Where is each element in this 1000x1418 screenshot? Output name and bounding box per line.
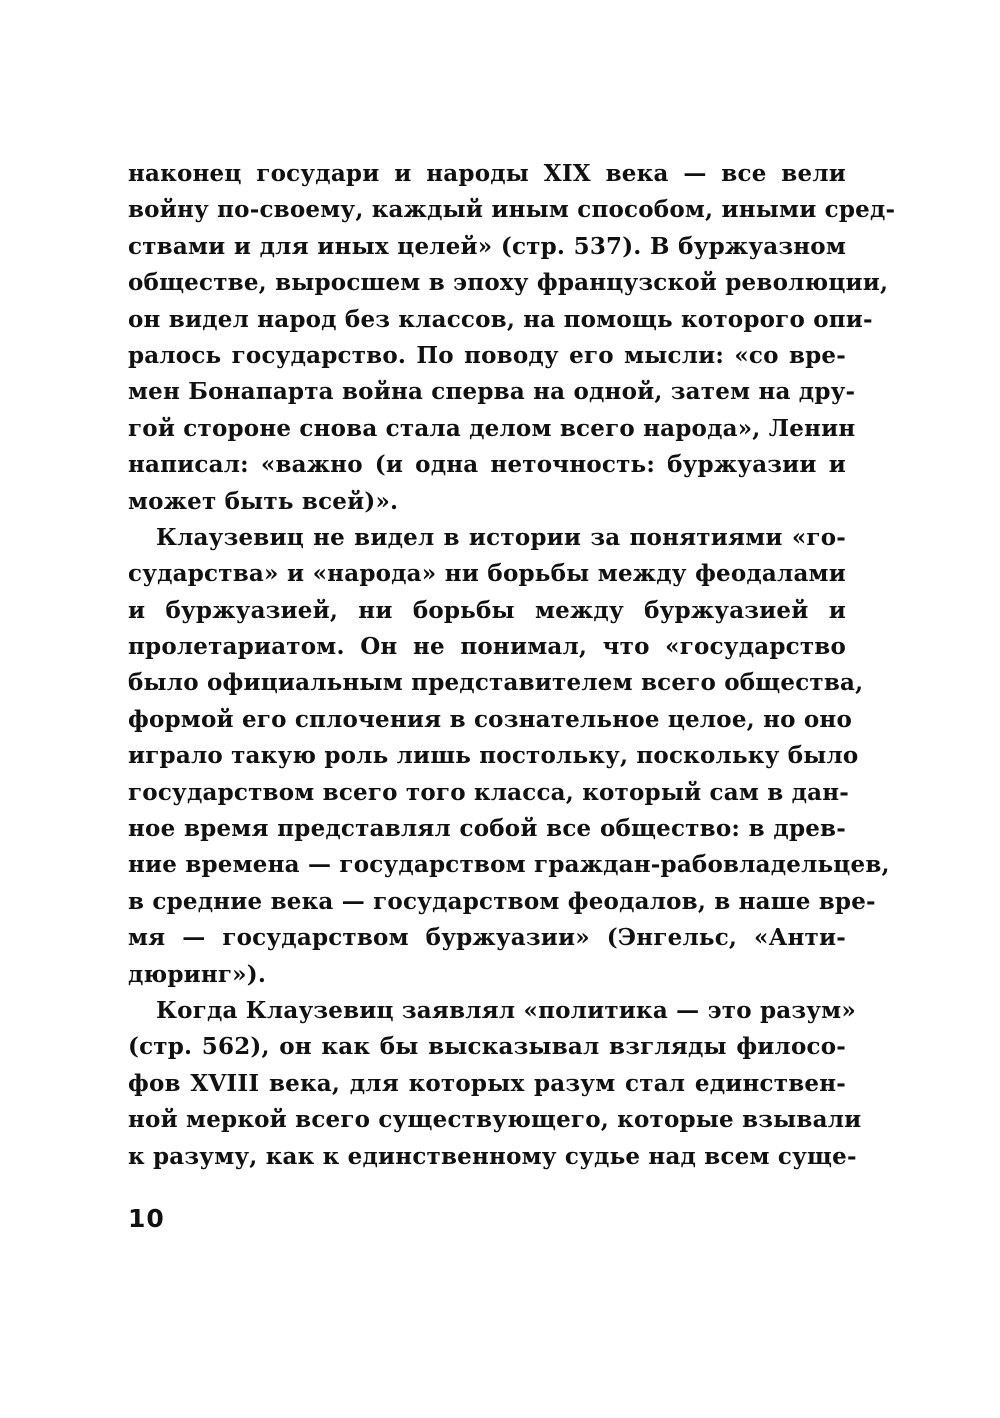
text-line: мен Бонапарта война сперва на одной, затем на дру-: [128, 378, 856, 406]
text-line: формой его сплочения в сознательное целое, но оно: [128, 705, 852, 733]
page-body: [128, 156, 896, 1175]
text-line: ралось государство. По поводу его мысли: «со вре-: [128, 341, 846, 369]
text-line: наконец государи и народы XIX века — все вели: [128, 160, 846, 187]
text-line: обществе, выросшем в эпоху французской революции,: [128, 269, 889, 297]
text-line: Когда Клаузевиц заявлял «политика — это разум»: [156, 996, 856, 1024]
paragraph-1: [128, 156, 896, 520]
text-line: в средние века — государством феодалов, в наше вре-: [128, 887, 876, 915]
text-line: мя — государством буржуазии» (Энгельс, «Анти-: [128, 924, 846, 952]
paragraph-2: [128, 520, 890, 993]
text-line: ное время представлял собой все общество: в древ-: [128, 815, 846, 843]
text-line: (стр. 562), он как бы высказывал взгляды филосо-: [128, 1033, 846, 1061]
text-line: ствами и для иных целей» (стр. 537). В буржуазном: [128, 232, 846, 260]
text-line: ние времена — государством граждан-рабовладельцев,: [128, 851, 890, 879]
text-line: ной меркой всего существующего, которые взывали: [128, 1106, 862, 1134]
text-line: дюринг»).: [128, 960, 267, 988]
text-line: он видел народ без классов, на помощь которого опи-: [128, 305, 873, 333]
text-line: гой стороне снова стала делом всего народа», Ленин: [128, 414, 856, 442]
text-line: к разуму, как к единственному судье над всем суще-: [128, 1142, 857, 1170]
text-line: может быть всей)».: [128, 487, 399, 515]
text-line: войну по-своему, каждый иным способом, иными сред-: [128, 196, 896, 224]
text-line: играло такую роль лишь постольку, поскольку было: [128, 742, 859, 770]
text-line: сударства» и «народа» ни борьбы между феодалами: [128, 560, 846, 588]
page-number: 10: [128, 1204, 165, 1233]
text-line: фов XVIII века, для которых разум стал единствен-: [128, 1069, 846, 1097]
text-line: государством всего того класса, который сам в дан-: [128, 778, 850, 806]
text-line: и буржуазией, ни борьбы между буржуазией и: [128, 596, 846, 624]
text-line: написал: «важно (и одна неточность: буржуазии и: [128, 451, 846, 479]
text-line: было официальным представителем всего общества,: [128, 669, 864, 697]
text-line: Клаузевиц не видел в истории за понятиями «го-: [156, 523, 846, 551]
text-line: пролетариатом. Он не понимал, что «государство: [128, 633, 846, 661]
paragraph-3: [128, 993, 862, 1175]
